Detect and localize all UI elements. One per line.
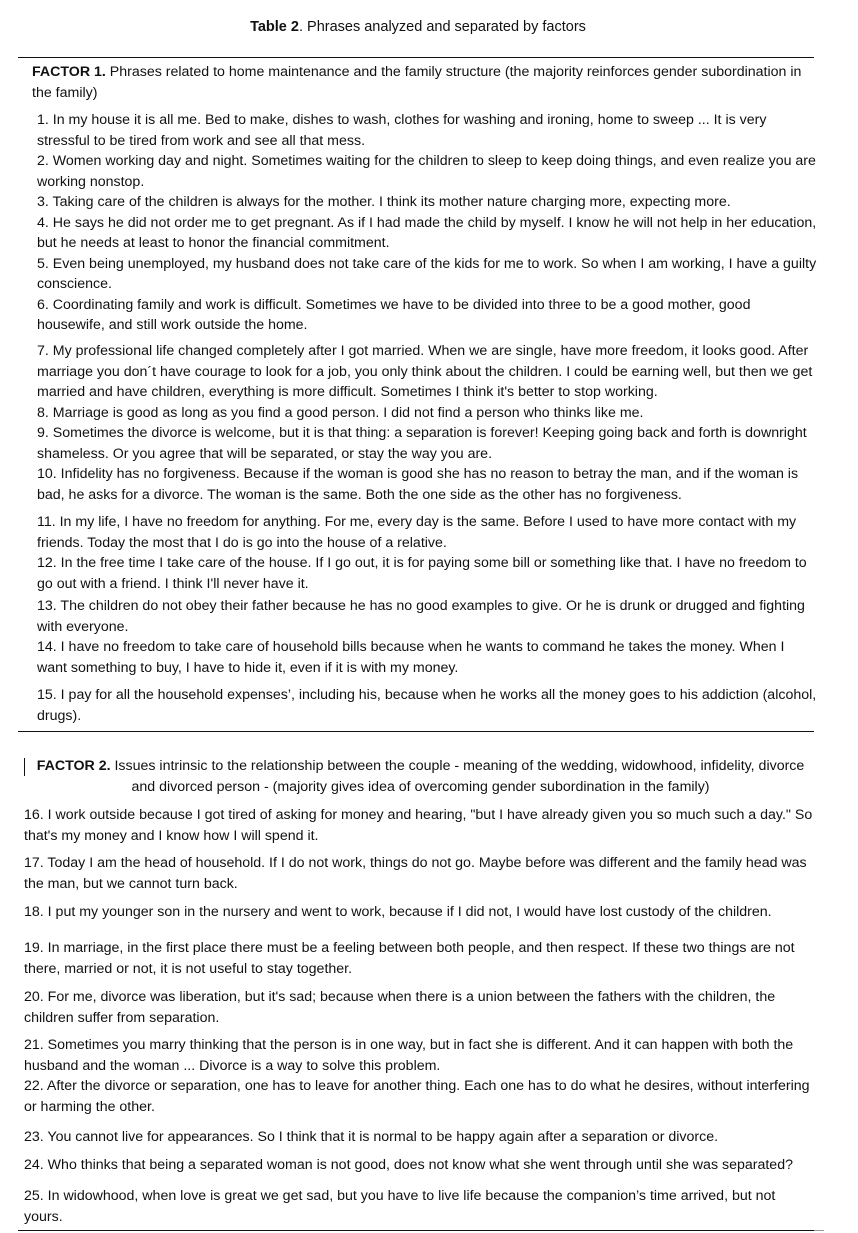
factor2-phrase-17: 17. Today I am the head of household. If I do not work, things do not go. Maybe before was different and the family head was the man, but we cannot turn back. (24, 855, 807, 892)
factor1-phrases-7-10: 7. My professional life changed completely after I got married. When we are single, have more freedom, it looks good. After marriage you don´t have courage to look for a job, you only think about the children. I could be earning well, but then we get married and have children, everything is more difficult. Sometimes I think it's better to stop working. 8. Marriage is good as long as you find a good person. I did not find a person who thinks like me. 9. Sometimes the divorce is welcome, but it is that thing: a separation is forever! Keeping going back and forth is downright shameless. Or you agree that will be separated, or stay the way you are. 10. Infidelity has no forgiveness. Because if the woman is good she has no reason to betray the man, and if the woman is bad, he asks for a divorce. The woman is the same. Both the one side as the other has no forgiveness. (37, 343, 813, 503)
factor1-phrases-13-14: 13. The children do not obey their father because he has no good examples to give. Or he is drunk or drugged and fighting with everyone. 14. I have no freedom to take care of household bills because when he wants to command he takes the money. When I want something to buy, I have to hide it, even if it is with my money. (37, 598, 805, 676)
factor2-phrase-16: 16. I work outside because I got tired of asking for money and hearing, "but I have already given you so much such a day." So that's my money and I know how I will spend it. (24, 807, 813, 844)
factor2-description: Issues intrinsic to the relationship between the couple - meaning of the wedding, widowhood, infidelity, divorce and divorced person - (majority gives idea of overcoming gender subordination in the family) (110, 758, 805, 795)
factor2-phrase-18: 18. I put my younger son in the nursery and went to work, because if I did not, I would have lost custody of the children. (24, 904, 772, 920)
factor1-description: Phrases related to home maintenance and the family structure (the majority reinforces gender subordination in the family) (32, 64, 802, 101)
factor2-phrase-24: 24. Who thinks that being a separated woman is not good, does not know what she went through until she was separated? (24, 1157, 793, 1173)
factor1-label: FACTOR 1. (32, 64, 106, 80)
factor1-phrases-11-12: 11. In my life, I have no freedom for anything. For me, every day is the same. Before I used to have more contact with my friends. Today the most that I do is go into the house of a relative. 12. In the free time I take care of the house. If I go out, it is for paying some bill or something like that. I have no freedom to go out with a friend. I think I'll never have it. (37, 514, 807, 592)
factor2-phrase-25: 25. In widowhood, when love is great we get sad, but you have to live life because the companion’s time arrived, but not yours. (24, 1188, 776, 1225)
factor1-phrases-1-6: 1. In my house it is all me. Bed to make, dishes to wash, clothes for washing and ironing, home to sweep ... It is very stressful to be tired from work and see all that mess. 2. Women working day and night. Sometimes waiting for the children to sleep to keep doing things, and even realize you are working nonstop. 3. Taking care of the children is always for the mother. I think its mother nature charging more, expecting more. 4. He says he did not order me to get pregnant. As if I had made the child by myself. I know he will not help in her education, but he needs at least to honor the financial commitment. 5. Even being unemployed, my husband does not take care of the kids for me to work. So when I am working, I have a guilty conscience. 6. Coordinating family and work is difficult. Sometimes we have to be divided into three to be a good mother, good housewife, and still work outside the home. (37, 112, 817, 333)
table-caption (0, 17, 836, 37)
factor2-phrase-19: 19. In marriage, in the first place there must be a feeling between both people, and then respect. If these two things are not there, married or not, it is not useful to stay together. (24, 940, 795, 977)
factor1-phrase-15: 15. I pay for all the household expenses’, including his, because when he works all the money goes to his addiction (alcohol, drugs). (37, 687, 817, 724)
factor2-label: FACTOR 2. (36, 758, 111, 774)
table-bottom-rule (18, 1230, 814, 1231)
factor2-phrases-21-22: 21. Sometimes you marry thinking that the person is in one way, but in fact she is different. And it can happen with both the husband and the woman ... Divorce is a way to solve this problem. 22. After the divorce or separation, one has to leave for another thing. Each one has to do what he desires, without interfering or harming the other. (24, 1037, 810, 1115)
factor-divider-rule (18, 731, 814, 732)
table-number: Table 2 (250, 19, 299, 35)
factor2-phrase-23: 23. You cannot live for appearances. So I think that it is normal to be happy again after a separation or divorce. (24, 1129, 719, 1145)
table-title: . Phrases analyzed and separated by factors (298, 19, 586, 35)
factor2-phrase-20: 20. For me, divorce was liberation, but it's sad; because when there is a union between the fathers with the children, the children suffer from separation. (24, 989, 776, 1026)
table-top-rule (18, 57, 814, 58)
page-corner-mark (814, 1230, 824, 1231)
factor1-header (32, 62, 817, 103)
factor2-header (24, 756, 817, 797)
